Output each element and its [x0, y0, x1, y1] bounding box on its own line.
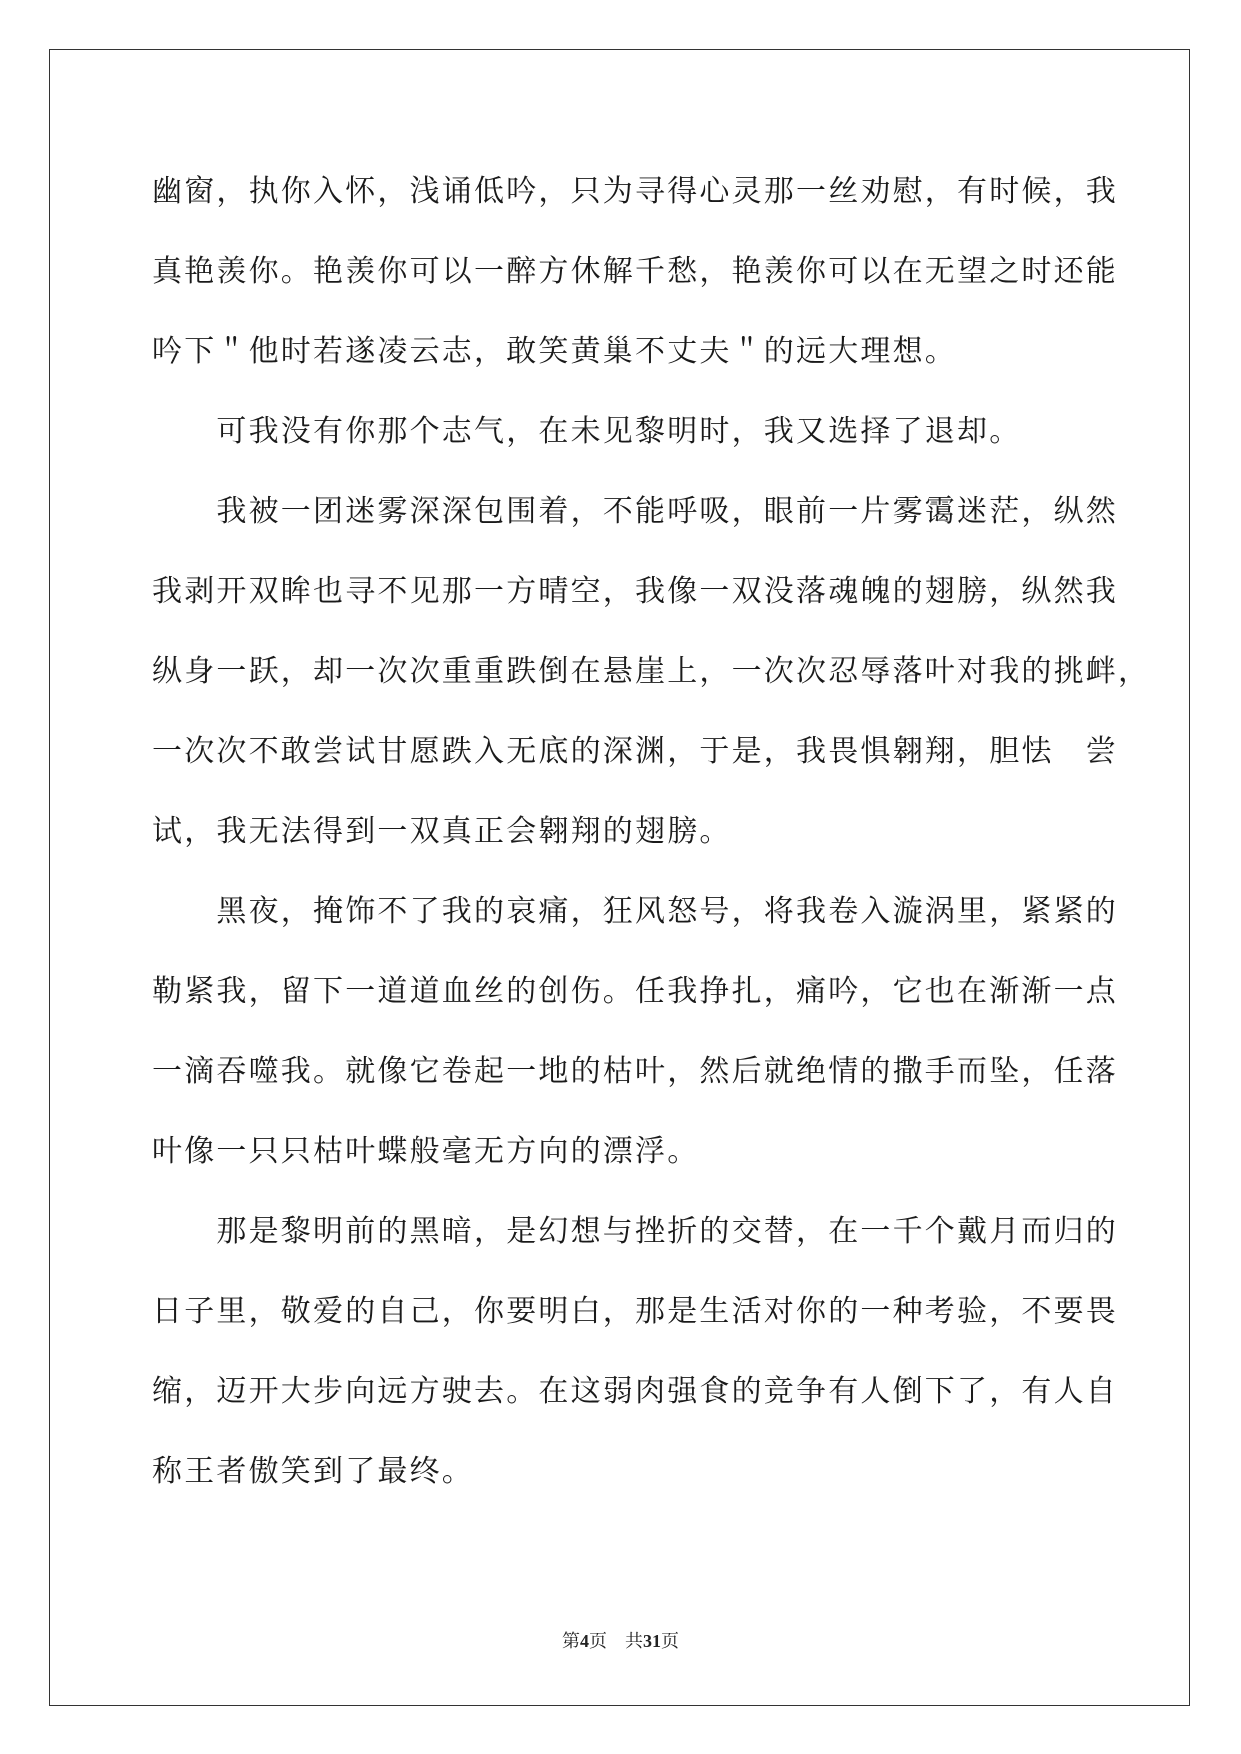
text-line: 我剥开双眸也寻不见那一方晴空，我像一双没落魂魄的翅膀，纵然我	[152, 574, 1118, 609]
text-line: 叶像一只只枯叶蝶般毫无方向的漂浮。	[152, 1134, 700, 1169]
footer-suffix: 页	[661, 1631, 679, 1651]
text-line: 吟下＂他时若遂凌云志，敢笑黄巢不丈夫＂的远大理想。	[152, 334, 957, 369]
text-line: 我被一团迷雾深深包围着，不能呼吸，眼前一片雾霭迷茫，纵然	[152, 494, 1118, 529]
text-line: 真艳羡你。艳羡你可以一醉方休解千愁，艳羡你可以在无望之时还能	[152, 254, 1118, 289]
text-line: 勒紧我，留下一道道血丝的创伤。任我挣扎，痛吟，它也在渐渐一点	[152, 974, 1118, 1009]
body-text	[152, 152, 1151, 1512]
text-line: 可我没有你那个志气，在未见黎明时，我又选择了退却。	[152, 414, 1022, 449]
text-line: 试，我无法得到一双真正会翱翔的翅膀。	[152, 814, 732, 849]
text-line: 称王者傲笑到了最终。	[152, 1454, 474, 1489]
footer-middle: 页 共	[589, 1631, 643, 1651]
page-footer	[0, 1627, 1241, 1653]
text-line: 一滴吞噬我。就像它卷起一地的枯叶，然后就绝情的撒手而坠，任落	[152, 1054, 1118, 1089]
text-line: 日子里，敬爱的自己，你要明白，那是生活对你的一种考验，不要畏	[152, 1294, 1118, 1329]
footer-prefix: 第	[562, 1631, 580, 1651]
text-line: 幽窗，执你入怀，浅诵低吟，只为寻得心灵那一丝劝慰，有时候，我	[152, 174, 1118, 209]
text-line: 黑夜，掩饰不了我的哀痛，狂风怒号，将我卷入漩涡里，紧紧的	[152, 894, 1118, 929]
text-line: 缩，迈开大步向远方驶去。在这弱肉强食的竞争有人倒下了，有人自	[152, 1374, 1118, 1409]
text-line: 一次次不敢尝试甘愿跌入无底的深渊，于是，我畏惧翱翔，胆怯 尝	[152, 734, 1118, 769]
current-page-number: 4	[580, 1631, 589, 1651]
total-pages-number: 31	[643, 1631, 661, 1651]
text-line: 那是黎明前的黑暗，是幻想与挫折的交替，在一千个戴月而归的	[152, 1214, 1118, 1249]
text-line: 纵身一跃，却一次次重重跌倒在悬崖上，一次次忍辱落叶对我的挑衅，	[152, 654, 1151, 689]
